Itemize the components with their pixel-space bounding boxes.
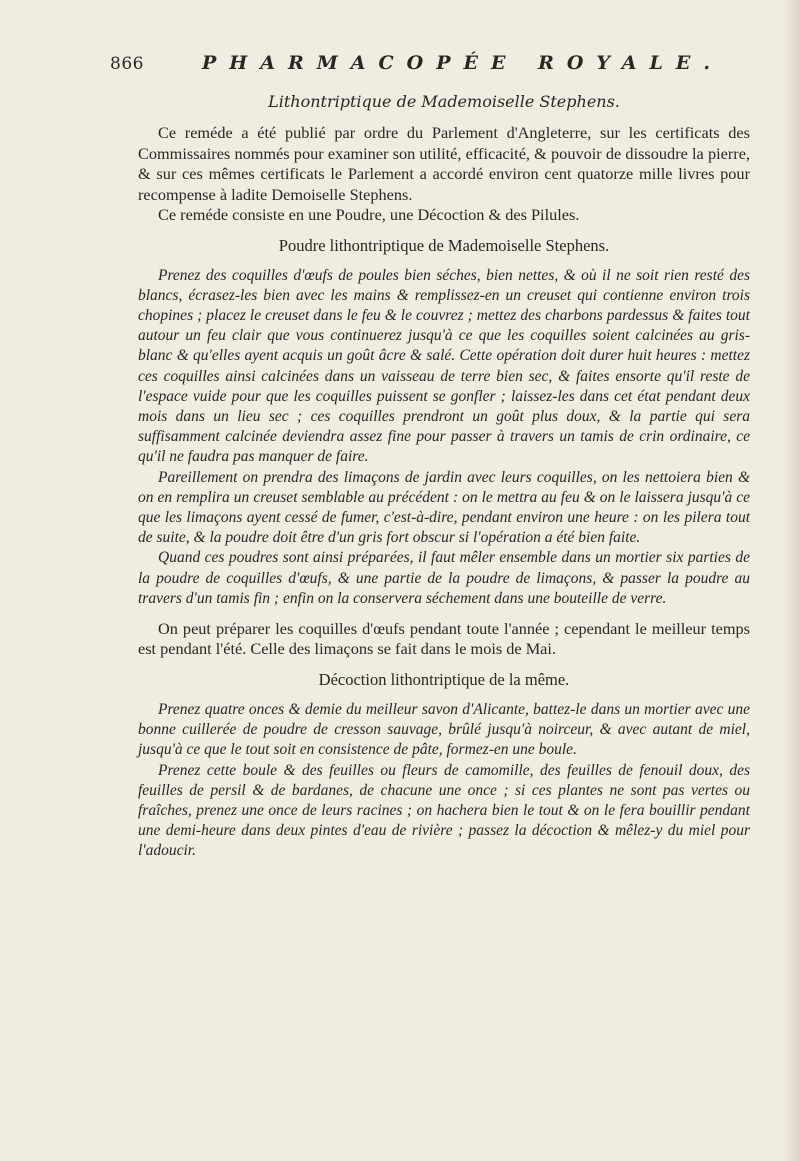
page-edge-shadow xyxy=(782,0,800,1161)
section-title-poudre: Poudre lithontriptique de Mademoiselle Stephens. xyxy=(278,235,610,255)
page-number: 866 xyxy=(110,54,144,74)
section-title-decoction: Décoction lithontriptique de la même. xyxy=(318,669,570,689)
paragraph-oeufs: Prenez des coquilles d'œufs de poules bien séches, bien nettes, & où il ne soit rien resté des blancs, écrasez-les bien avec les mains & remplissez-en un creuset qui contienne environ trois chopines ; placez le creuset dans le feu & le couvrez ; mettez des charbons pardessus & faites tout autour un feu clair que vous continuerez jusqu'à ce que les coquilles soient calcinées au gris-blanc & qu'elles ayent acquis un goût âcre & salé. Cette opération doit durer huit heures : mettez ces coquilles ainsi calcinées dans un vaisseau de terre bien sec, & faites ensorte qu'il reste de l'espace vuide pour que les coquilles puissent se gonfler ; laissez-les dans cet état pendant deux mois dans un lieu sec ; ces coquilles prendront un goût plus doux, & la partie qui sera suffisamment calcinée deviendra assez fine pour passer à travers un tamis de crin ordinaire, ce qu'il ne faudra pas manquer de faire. xyxy=(138,266,750,466)
paragraph-melange: Quand ces poudres sont ainsi préparées, il faut mêler ensemble dans un mortier six parties de la poudre de coquilles d'œufs, & une partie de la poudre de limaçons, & passer la poudre au travers d'un tamis fin ; enfin on la conservera séchement dans une bouteille de verre. xyxy=(138,549,750,607)
paragraph-limacons: Pareillement on prendra des limaçons de jardin avec leurs coquilles, on les nettoiera bien & on en remplira un creuset semblable au précédent : on le mettra au feu & on le laissera jusqu'à ce que les limaçons ayent cessé de fumer, c'est-à-dire, pendant environ une heure : on les pilera tout de suite, & la poudre doit être d'un gris fort obscur si l'opération a été bien faite. xyxy=(138,468,750,547)
paragraph-composition: Ce reméde consiste en une Poudre, une Décoction & des Pilules. xyxy=(158,205,580,224)
section-title-lithontriptique: Lithontriptique de Mademoiselle Stephens. xyxy=(268,92,620,111)
paragraph-intro: Ce reméde a été publié par ordre du Parlement d'Angleterre, sur les certificats des Commissaires nommés pour examiner son utilité, efficacité, & pouvoir de dissoudre la pierre, & sur ces mêmes certificats le Parlement a accordé environ cent quatorze mille livres pour recompense à ladite Demoiselle Stephens. xyxy=(138,123,750,204)
paragraph-note: On peut préparer les coquilles d'œufs pendant toute l'année ; cependant le meilleur temps est pendant l'été. Celle des limaçons se fait dans le mois de Mai. xyxy=(138,618,750,659)
running-title: PHARMACOPÉE ROYALE. xyxy=(202,52,723,74)
running-head xyxy=(110,54,750,84)
paragraph-savon: Prenez quatre onces & demie du meilleur savon d'Alicante, battez-le dans un mortier avec une bonne cuillerée de poudre de cresson sauvage, brûlé jusqu'à noirceur, & avec autant de miel, jusqu'à ce que le tout soit en consistence de pâte, formez-en une boule. xyxy=(138,700,750,759)
page-content xyxy=(138,92,750,862)
paragraph-plantes: Prenez cette boule & des feuilles ou fleurs de camomille, des feuilles de fenouil doux, des feuilles de persil & de bardanes, de chacune une once ; si ces plantes ne sont pas vertes ou fraîches, prenez une once de leurs racines ; on hachera bien le tout & on le fera bouillir pendant une demi-heure dans deux pintes d'eau de rivière ; passez la décoction & mêlez-y du miel pour l'adoucir. xyxy=(138,761,750,860)
